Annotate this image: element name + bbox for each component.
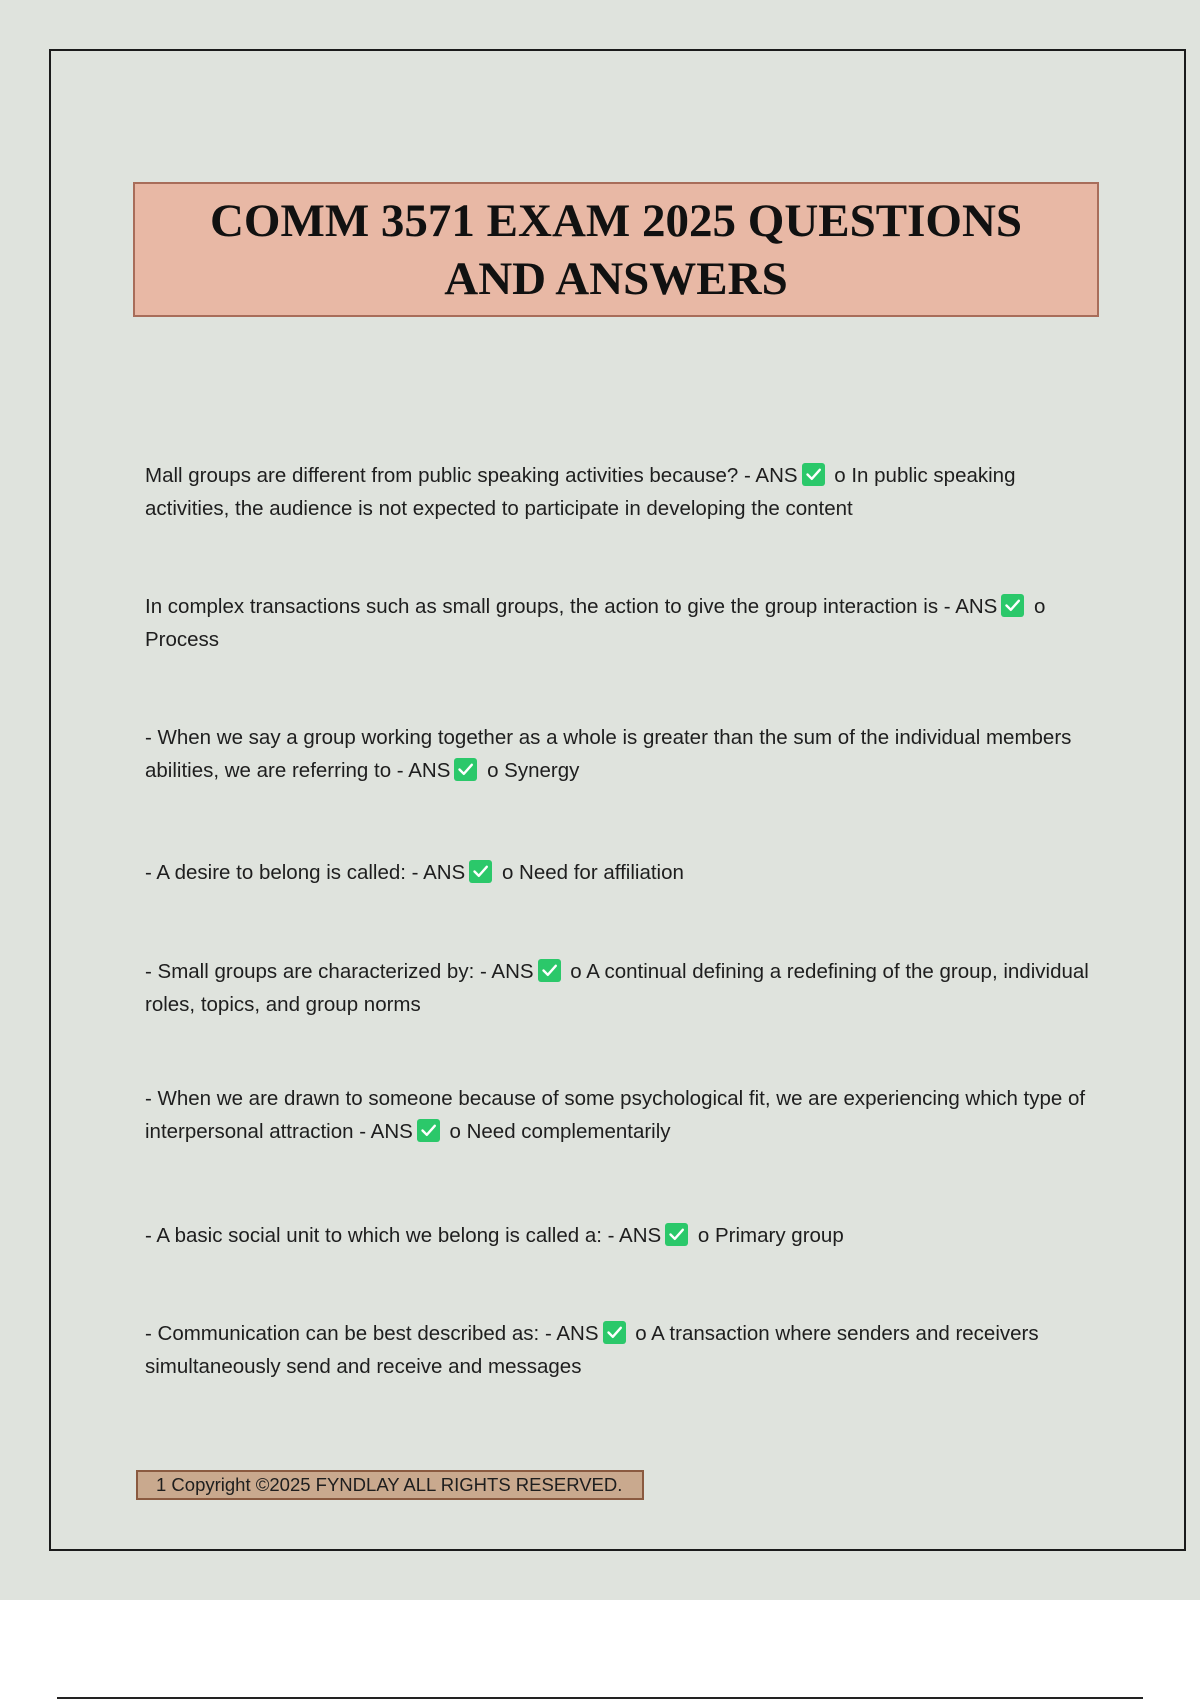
- bottom-divider: [57, 1697, 1143, 1699]
- answer-text: o Synergy: [487, 759, 580, 782]
- ans-label: ANS: [370, 1120, 413, 1143]
- answer-text: o A continual defining a redefining of the group, individual roles, topics, and group norms: [145, 960, 1089, 1016]
- check-box-icon: [665, 1223, 688, 1246]
- answer-text: o Process: [145, 595, 1046, 651]
- copyright-text: 1 Copyright ©2025 FYNDLAY ALL RIGHTS RESERVED.: [156, 1474, 623, 1495]
- qa-item: [145, 856, 1095, 889]
- ans-label: ANS: [955, 595, 998, 618]
- ans-label: ANS: [556, 1322, 599, 1345]
- qa-item: [145, 590, 1095, 656]
- check-box-icon: [603, 1321, 626, 1344]
- ans-label: ANS: [619, 1224, 662, 1247]
- check-box-icon: [1001, 594, 1024, 617]
- question-text: - Communication can be best described as: -: [145, 1322, 552, 1345]
- document-title: COMM 3571 EXAM 2025 QUESTIONS AND ANSWERS: [209, 194, 1023, 305]
- question-text: - A desire to belong is called: -: [145, 861, 419, 884]
- answer-text: o Need complementarily: [449, 1120, 671, 1143]
- question-text: - When we are drawn to someone because of some psychological fit, we are experiencing which type of interpersonal attraction -: [145, 1087, 1086, 1143]
- qa-item: [145, 955, 1095, 1021]
- question-text: In complex transactions such as small groups, the action to give the group interaction is -: [145, 595, 951, 618]
- qa-item: [145, 459, 1095, 525]
- ans-label: ANS: [408, 759, 451, 782]
- qa-item: [145, 721, 1095, 787]
- ans-label: ANS: [423, 861, 466, 884]
- question-text: - When we say a group working together as a whole is greater than the sum of the individual members abilities, we are referring to -: [145, 726, 1072, 782]
- question-text: Mall groups are different from public speaking activities because? -: [145, 464, 751, 487]
- question-text: - Small groups are characterized by: -: [145, 960, 487, 983]
- check-box-icon: [469, 860, 492, 883]
- check-box-icon: [417, 1119, 440, 1142]
- answer-text: o A transaction where senders and receivers simultaneously send and receive and messages: [145, 1322, 1039, 1378]
- qa-item: [145, 1219, 1095, 1252]
- ans-label: ANS: [755, 464, 798, 487]
- answer-text: o In public speaking activities, the audience is not expected to participate in developing the content: [145, 464, 1016, 520]
- answer-text: o Need for affiliation: [501, 861, 684, 884]
- qa-item: [145, 1317, 1095, 1383]
- check-box-icon: [454, 758, 477, 781]
- answer-text: o Primary group: [697, 1224, 844, 1247]
- question-text: - A basic social unit to which we belong is called a: -: [145, 1224, 615, 1247]
- check-box-icon: [538, 959, 561, 982]
- qa-item: [145, 1082, 1095, 1148]
- ans-label: ANS: [491, 960, 534, 983]
- check-box-icon: [802, 463, 825, 486]
- copyright-footer: [136, 1470, 644, 1500]
- title-banner: [133, 182, 1099, 317]
